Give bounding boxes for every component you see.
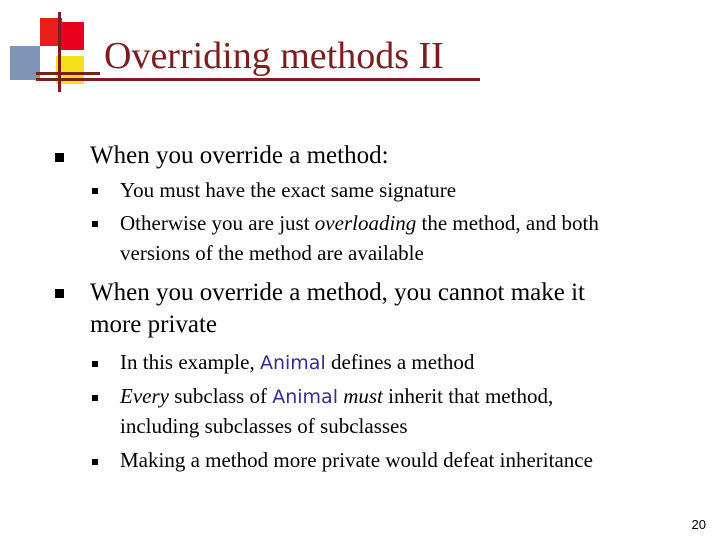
bullet-marker	[92, 221, 98, 227]
title-underline	[36, 78, 480, 81]
bullet-marker	[92, 361, 98, 367]
code-animal: Animal	[259, 352, 326, 374]
bullet-2-sub-2: Every subclass of Animal must inherit that method,	[120, 384, 554, 408]
page-number: 20	[691, 517, 706, 532]
bullet-marker	[92, 188, 98, 194]
bullet-marker	[92, 459, 98, 465]
bullet-1-sub-2-cont: versions of the method are available	[120, 241, 424, 265]
bullet-2-sub-1: In this example, Animal defines a method	[120, 350, 475, 374]
bullet-marker	[55, 289, 64, 298]
bullet-marker	[55, 153, 64, 162]
code-animal: Animal	[272, 386, 338, 408]
decorative-logo	[0, 0, 100, 100]
bullet-1-sub-1: You must have the exact same signature	[120, 178, 457, 202]
slide-title: Overriding methods II	[104, 35, 444, 77]
bullet-2-text-line2: more private	[90, 311, 218, 338]
bullet-1-sub-2: Otherwise you are just overloading the method, and both	[120, 211, 599, 235]
bullet-2-text-line1: When you override a method, you cannot make it	[90, 279, 585, 306]
bullet-2-sub-3: Making a method more private would defeat inheritance	[120, 448, 593, 472]
bullet-2-sub-2-cont: including subclasses of subclasses	[120, 414, 408, 438]
bullet-1-text: When you override a method:	[90, 142, 389, 169]
bullet-marker	[92, 395, 98, 401]
